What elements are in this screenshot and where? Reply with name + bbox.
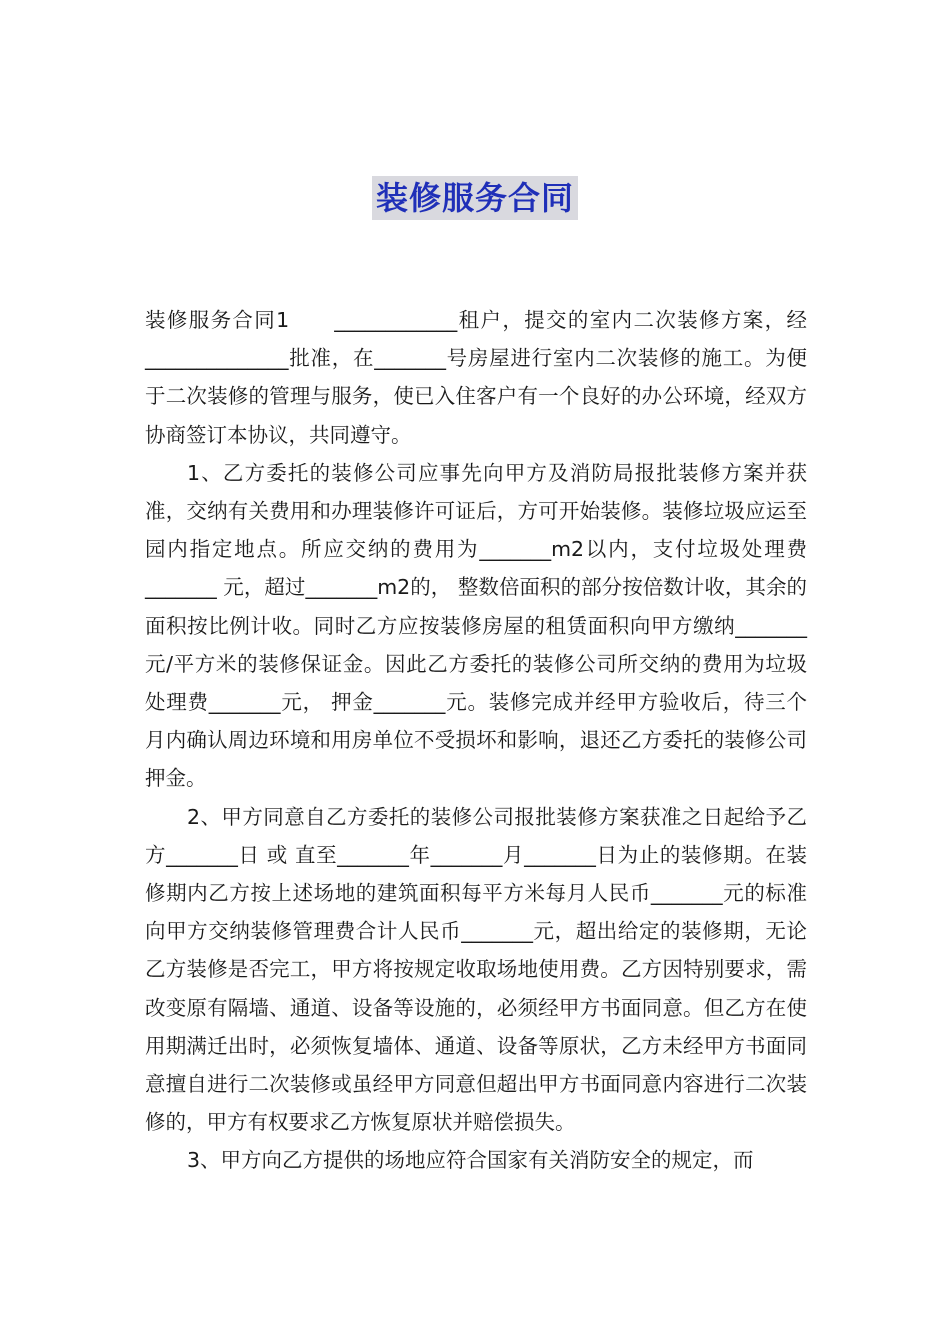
paragraph-intro: 装修服务合同1 ____________租户，提交的室内二次装修方案，经______________批准，在_______号房屋进行室内二次装修的施工。为便于二次装修的管理与服务，使已入住客户有一个良好的办公环境，经双方协商签订本协议，共同遵守。	[145, 308, 807, 447]
document-body	[145, 301, 807, 1180]
title-container	[0, 176, 950, 220]
paragraph-clause-2: 2、甲方同意自乙方委托的装修公司报批装修方案获准之日起给予乙方_______日 或 直至_______年_______月_______日为止的装修期。在装修期内乙方按上述场地的建筑面积每平方米每月人民币_______元的标准向甲方交纳装修管理费合计人民币_______元，超出给定的装修期，无论乙方装修是否完工，甲方将按规定收取场地使用费。乙方因特别要求，需改变原有隔墙、通道、设备等设施的，必须经甲方书面同意。但乙方在使用期满迁出时，必须恢复墙体、通道、设备等原状，乙方未经甲方书面同意擅自进行二次装修或虽经甲方同意但超出甲方书面同意内容进行二次装修的，甲方有权要求乙方恢复原状并赔偿损失。	[145, 804, 807, 1135]
paragraph-clause-3: 3、甲方向乙方提供的场地应符合国家有关消防安全的规定，而	[187, 1148, 754, 1173]
paragraph-clause-1: 1、乙方委托的装修公司应事先向甲方及消防局报批装修方案并获准，交纳有关费用和办理装修许可证后，方可开始装修。装修垃圾应运至园内指定地点。所应交纳的费用为_______m2以内，支付垃圾处理费_______ 元，超过_______m2的， 整数倍面积的部分按倍数计收，其余的面积按比例计收。同时乙方应按装修房屋的租赁面积向甲方缴纳_______元/平方米的装修保证金。因此乙方委托的装修公司所交纳的费用为垃圾处理费_______元， 押金_______元。装修完成并经甲方验收后，待三个月内确认周边环境和用房单位不受损坏和影响，退还乙方委托的装修公司押金。	[145, 460, 807, 791]
document-title: 装修服务合同	[372, 176, 578, 220]
